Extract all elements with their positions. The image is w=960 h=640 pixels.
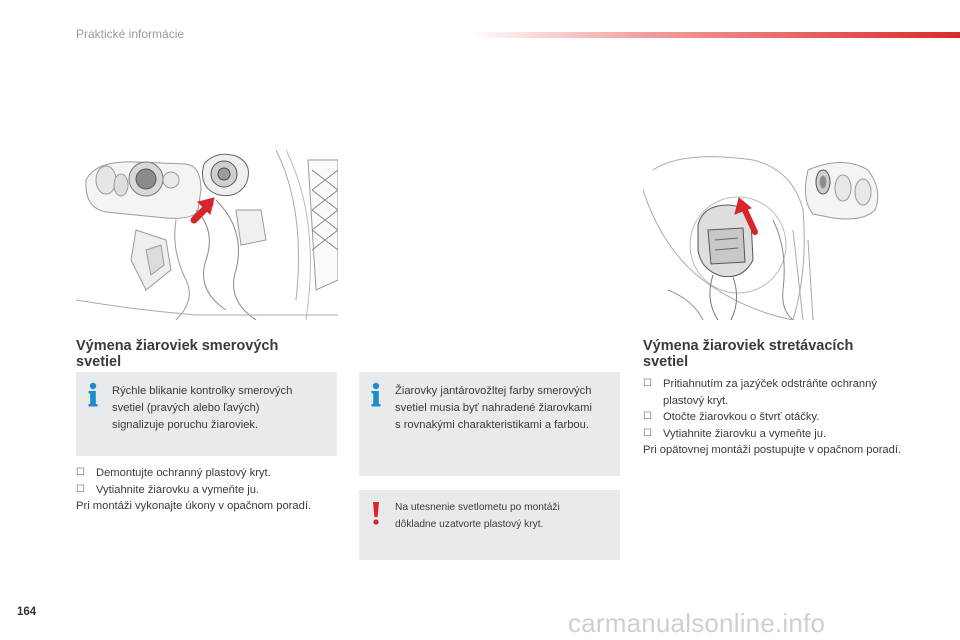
reassembly-note: Pri montáži vykonajte úkony v opačnom poradí. [76,500,312,512]
checkbox-bullet-icon: ☐ [76,483,85,495]
header-accent-rule [470,32,960,38]
page-number: 164 [17,606,37,618]
reassembly-note: Pri opätovnej montáži postupujte v opačnom poradí. [643,444,902,456]
list-item: ☐ Otočte žiarovkou o štvrť otáčky. [643,409,913,426]
info-text: Žiarovky jantárovožltej farby smerových svetiel musia byť nahradené žiarovkami s rovnakými charakteristikami a farbou. [395,385,592,431]
list-item: ☐ Vytiahnite žiarovku a vymeňte ju. [643,426,913,443]
warning-box-seal-cover [359,490,620,560]
list-item: ☐ Vytiahnite žiarovku a vymeňte ju. [76,482,351,499]
checkbox-bullet-icon: ☐ [76,467,85,478]
info-icon [369,382,383,408]
warning-text: Na utesnenie svetlometu po montáži dôkladne uzatvorte plastový kryt. [395,502,560,530]
list-item: ☐ Pritiahnutím za jazýček odstráňte ochranný plastový kryt. [643,378,877,407]
checkbox-bullet-icon: ☐ [643,411,652,422]
heading-dipped-beam-bulbs: Výmena žiaroviek stretávacích svetiel [643,338,854,370]
watermark: carmanualsonline.info [568,608,826,638]
info-icon [86,382,100,408]
info-box-indicator-fault [76,372,337,456]
heading-indicator-bulbs: Výmena žiaroviek smerových svetiel [76,338,279,370]
warning-icon [369,500,383,526]
illustration-dipped-beam-bulb [643,150,883,320]
checkbox-bullet-icon: ☐ [643,427,652,439]
steps-indicator-bulbs [76,465,351,515]
info-text: Rýchle blikanie kontrolky smerových svetiel (pravých alebo ľavých) signalizuje poruchu žiaroviek. [112,385,293,431]
list-item: ☐ Demontujte ochranný plastový kryt. [76,465,351,482]
info-box-amber-bulbs [359,372,620,476]
checkbox-bullet-icon: ☐ [643,378,652,389]
steps-dipped-beam-bulbs [643,376,913,459]
illustration-indicator-bulb [76,150,338,320]
section-title: Praktické informácie [76,27,185,41]
